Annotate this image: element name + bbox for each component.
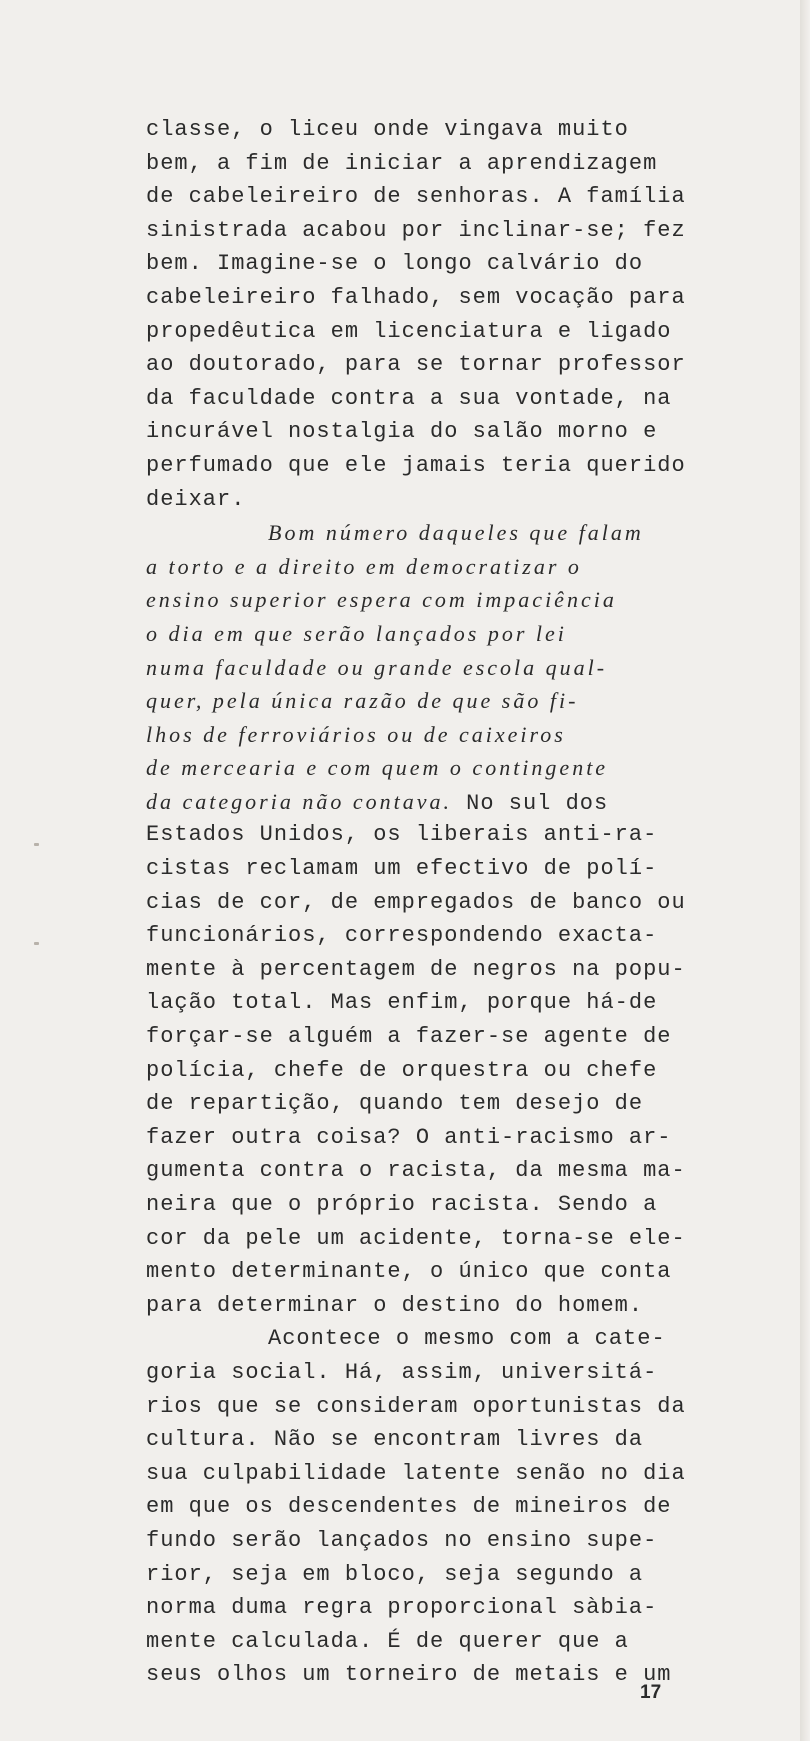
mixed-text-line [146, 785, 676, 819]
margin-speck [34, 942, 39, 945]
italic-text-line: lhos de ferroviários ou de caixeiros [146, 721, 566, 747]
text-line: perfumado que ele jamais teria querido [146, 452, 686, 478]
text-line: cistas reclamam um efectivo de polí- [146, 856, 658, 882]
text-line: deixar. [146, 486, 246, 512]
italic-text-line: numa faculdade ou grande escola qual- [146, 654, 608, 680]
text-line: mente à percentagem de negros na popu- [146, 956, 686, 982]
text-line: neira que o próprio racista. Sendo a [146, 1192, 658, 1217]
text-line: fazer outra coisa? O anti-racismo ar- [146, 1124, 672, 1150]
text-line: de repartição, quando tem desejo de [146, 1091, 644, 1117]
text-line: da faculdade contra a sua vontade, na [146, 385, 672, 411]
text-line: fundo serão lançados no ensino supe- [146, 1527, 658, 1553]
italic-text-line: Bom número daqueles que falam [268, 520, 644, 546]
italic-text-line: a torto e a direito em democratizar o [146, 553, 582, 579]
text-line: cabeleireiro falhado, sem vocação para [146, 284, 686, 310]
text-line: classe, o liceu onde vingava muito [146, 117, 629, 142]
text-line: forçar-se alguém a fazer-se agente de [146, 1024, 672, 1050]
text-line: para determinar o destino do homem. [146, 1292, 644, 1318]
text-line: incurável nostalgia do salão morno e [146, 419, 658, 445]
text-line: polícia, chefe de orquestra ou chefe [146, 1057, 658, 1083]
text-line: cias de cor, de empregados de banco ou [146, 889, 686, 915]
text-line: lação total. Mas enfim, porque há-de [146, 990, 658, 1016]
italic-text-line: quer, pela única razão de que são fi- [146, 688, 579, 714]
text-line: bem. Imagine-se o longo calvário do [146, 251, 644, 277]
text-line: bem, a fim de iniciar a aprendizagem [146, 150, 658, 176]
page-number: 17 [640, 1682, 662, 1703]
text-line: mente calculada. É de querer que a [146, 1628, 629, 1654]
text-line: norma duma regra proporcional sàbia- [146, 1595, 658, 1621]
text-line: Estados Unidos, os liberais anti-ra- [146, 822, 658, 848]
text-line: seus olhos um torneiro de metais e um [146, 1662, 672, 1688]
page-edge [800, 0, 810, 1741]
text-line: ao doutorado, para se tornar professor [146, 352, 686, 378]
text-line: cultura. Não se encontram livres da [146, 1427, 644, 1453]
text-line: de cabeleireiro de senhoras. A família [146, 184, 686, 210]
text-line: em que os descendentes de mineiros de [146, 1494, 672, 1520]
body-text [146, 113, 686, 1692]
text-line: cor da pele um acidente, torna-se ele- [146, 1225, 686, 1251]
text-line: goria social. Há, assim, universitá- [146, 1359, 658, 1385]
italic-text-line: o dia em que serão lançados por lei [146, 620, 567, 646]
margin-speck [34, 843, 39, 846]
italic-fragment: da categoria não contava. [146, 788, 452, 814]
text-line: mento determinante, o único que conta [146, 1259, 672, 1285]
text-line: propedêutica em licenciatura e ligado [146, 318, 672, 344]
regular-fragment: No sul dos [451, 790, 609, 816]
text-line: rios que se consideram oportunistas da [146, 1393, 686, 1419]
text-line: rior, seja em bloco, seja segundo a [146, 1561, 644, 1587]
text-line: sua culpabilidade latente senão no dia [146, 1460, 686, 1486]
italic-text-line: ensino superior espera com impaciência [146, 587, 617, 613]
text-line: funcionários, correspondendo exacta- [146, 923, 658, 949]
italic-text-line: de mercearia e com quem o contingente [146, 755, 609, 781]
text-line: gumenta contra o racista, da mesma ma- [146, 1158, 686, 1184]
text-line: sinistrada acabou por inclinar-se; fez [146, 217, 686, 243]
paragraph-first-line: Acontece o mesmo com a cate- [268, 1326, 666, 1352]
